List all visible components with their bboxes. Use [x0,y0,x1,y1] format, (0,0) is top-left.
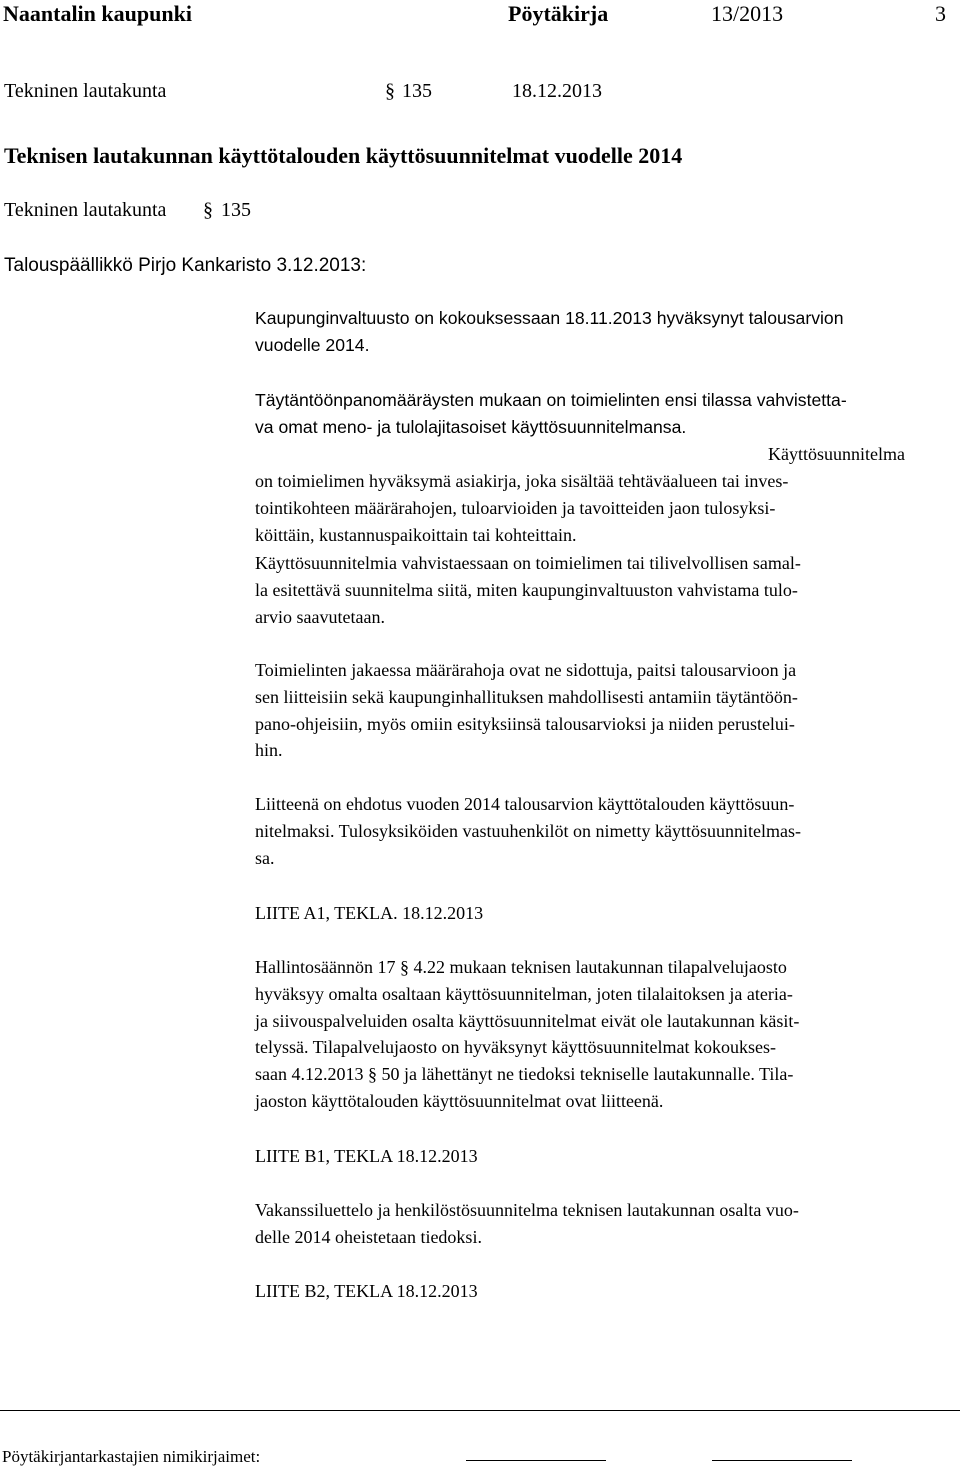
presenter-line: Talouspäällikkö Pirjo Kankaristo 3.12.2013: [4,255,367,276]
attachment-b1: LIITE B1, TEKLA 18.12.2013 [255,1146,478,1166]
text-line: delle 2014 oheistetaan tiedoksi. [255,1226,482,1247]
municipality-name: Naantalin kaupunki [3,1,192,26]
paragraph-regulations [255,954,955,1115]
text-line: Kaupunginvaltuusto on kokouksessaan 18.11.2013 hyväksynyt talousarvion [255,308,844,328]
paragraph-implementation-rules [255,387,955,441]
text-line: jaoston käyttötalouden käyttösuunnitelmat ovat liitteenä. [255,1090,664,1111]
text-line: Toimielinten jakaessa määrärahoja ovat ne sidottuja, paitsi talousarvioon ja [255,660,797,680]
text-line: Vakanssiluettelo ja henkilöstösuunnitelma teknisen lautakunnan osalta vuo- [255,1200,799,1220]
text-line: hyväksyy omalta osaltaan käyttösuunnitelman, joten tilalaitoksen ja ateria- [255,983,793,1004]
text-line: vuodelle 2014. [255,334,370,355]
ref-section: 135 [221,199,251,221]
text-line: sa. [255,847,275,868]
text-line: nitelmaksi. Tulosyksiköiden vastuuhenkilöt on nimetty käyttösuunnitelmas- [255,820,801,841]
signature-line-1 [466,1460,606,1461]
text-line: köittäin, kustannuspaikoittain tai kohteittain. [255,524,577,545]
document-type: Pöytäkirja [508,1,609,26]
text-line: Hallintosäännön 17 § 4.22 mukaan teknisen lautakunnan tilapalvelujaosto [255,957,787,977]
paragraph-plan-definition [255,468,955,548]
text-line: on toimielimen hyväksymä asiakirja, joka sisältää tehtäväalueen tai inves- [255,471,789,491]
attachment-b2: LIITE B2, TEKLA 18.12.2013 [255,1281,478,1301]
text-line: tointikohteen määrärahojen, tuloarvioiden ja tavoitteiden jaon tulosyksi- [255,497,776,518]
meeting-body: Tekninen lautakunta [4,80,167,102]
ref-section-mark: § [203,199,213,221]
paragraph-appropriations [255,657,955,764]
text-line: sen liitteisiin sekä kaupunginhallituksen mahdollisesti antamiin täytäntöön- [255,686,798,707]
meeting-date: 18.12.2013 [512,80,602,102]
text-line: pano-ohjeisiin, myös omiin esityksiinsä talousarvioksi ja niiden perustelui- [255,713,795,734]
ref-body: Tekninen lautakunta [4,199,167,221]
text-line: ja siivouspalveluiden osalta käyttösuunnitelmat eivät ole lautakunnan käsit- [255,1010,800,1031]
text-line: la esitettävä suunnitelma siitä, miten kaupunginvaltuuston vahvistama tulo- [255,579,798,600]
text-line: Liitteenä on ehdotus vuoden 2014 talousarvion käyttötalouden käyttösuun- [255,794,795,814]
text-line: Käyttösuunnitelmia vahvistaessaan on toimielimen tai tilivelvollisen samal- [255,553,801,573]
text-line: va omat meno- ja tulolajitasoiset käyttösuunnitelmansa. [255,416,687,437]
text-line: hin. [255,740,283,761]
footer-label: Pöytäkirjantarkastajien nimikirjaimet: [2,1447,261,1466]
signature-line-2 [712,1460,852,1461]
paragraph-vacancies [255,1197,955,1251]
paragraph-plan-confirmation [255,550,955,630]
text-line: saan 4.12.2013 § 50 ja lähettänyt ne tiedoksi tekniselle lautakunnalle. Tila- [255,1064,794,1085]
attachment-a1: LIITE A1, TEKLA. 18.12.2013 [255,903,484,923]
section-mark: § [385,80,395,102]
paragraph-attachment-proposal [255,791,955,871]
text-line: telyssä. Tilapalvelujaosto on hyväksynyt käyttösuunnitelmat kokoukses- [255,1037,776,1058]
section-number: 135 [402,80,432,102]
text-line: arvio saavutetaan. [255,606,385,627]
text-line: Täytäntöönpanomääräysten mukaan on toimielinten ensi tilassa vahvistetta- [255,390,847,410]
page-number: 3 [935,1,946,26]
page-title: Teknisen lautakunnan käyttötalouden käyttösuunnitelmat vuodelle 2014 [4,143,683,168]
paragraph-budget-approval [255,305,955,359]
footer-divider [0,1410,960,1411]
text-line: Käyttösuunnitelma [768,444,905,464]
document-number: 13/2013 [711,1,784,26]
